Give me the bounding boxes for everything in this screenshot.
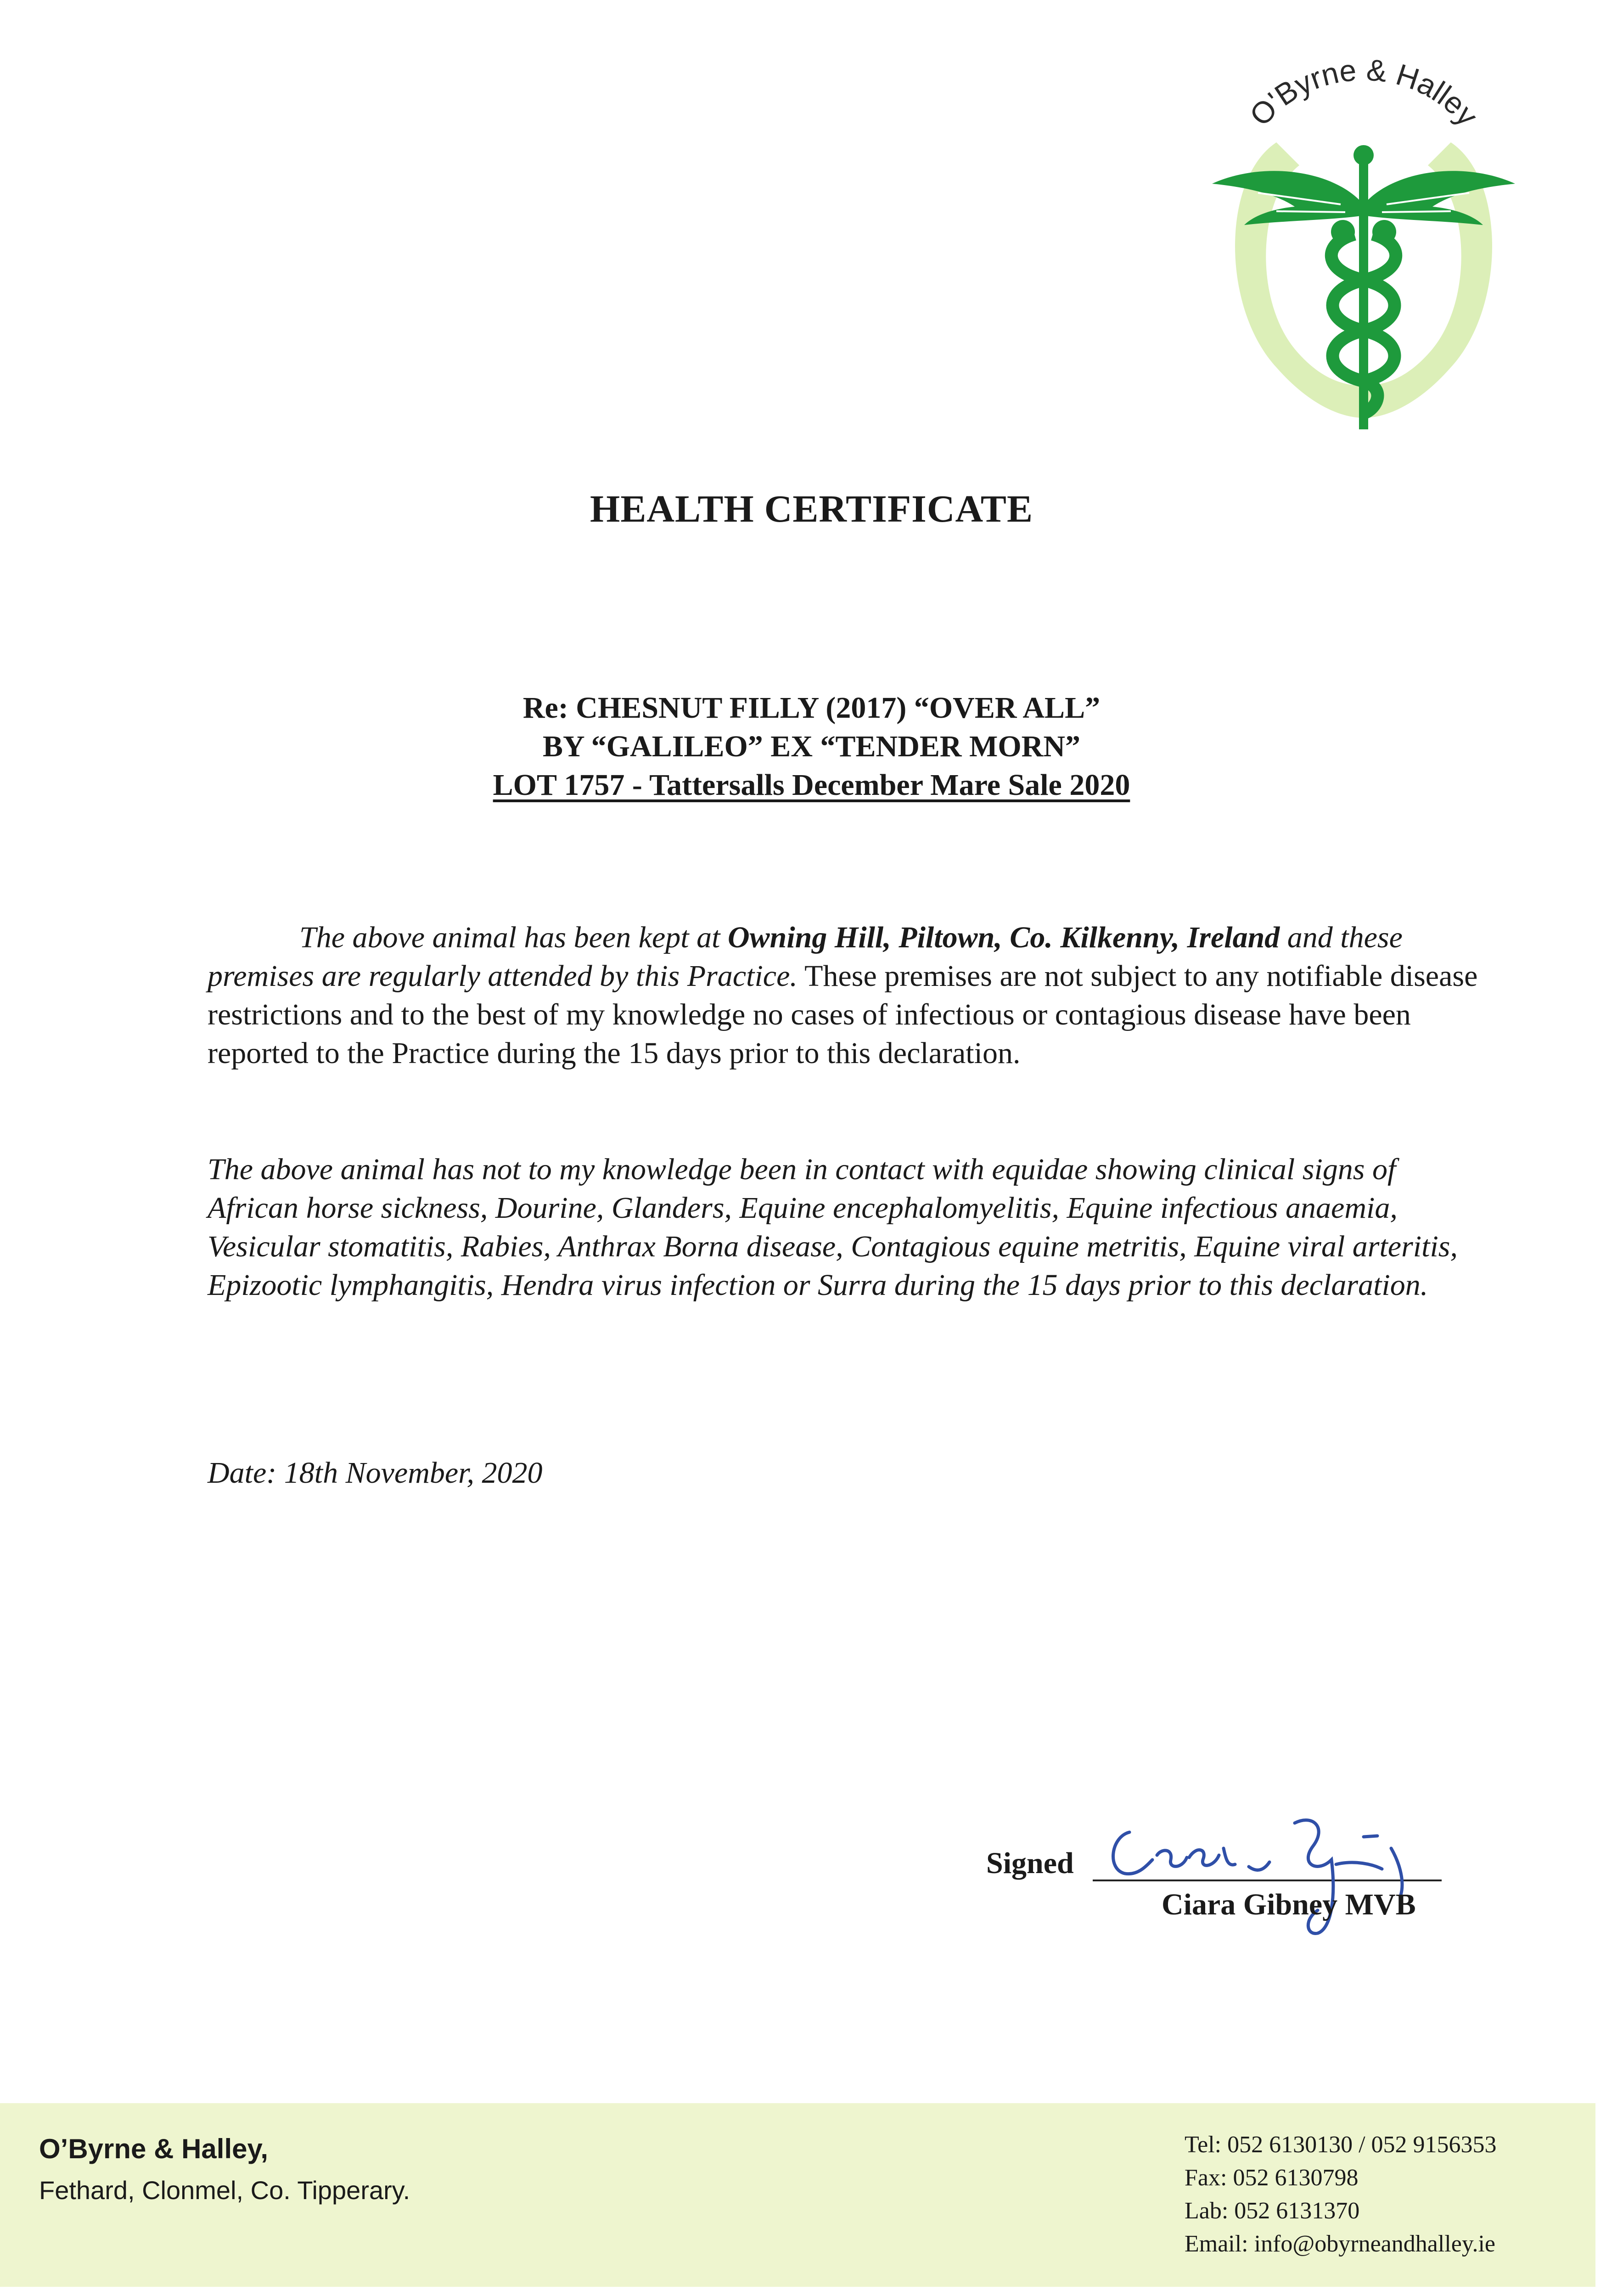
premises-intro: The above animal has been kept at bbox=[299, 921, 728, 954]
practice-address: Fethard, Clonmel, Co. Tipperary. bbox=[39, 2176, 410, 2205]
svg-text:O'Byrne & Halley bbox=[1243, 52, 1485, 132]
contact-paragraph: The above animal has not to my knowledge been in contact with equidae showing clinical signs of African horse sickness, Dourine, Glanders, Equine encephalomyelitis, Equine infectious anaemia, Vesicular stomatitis, Rabies, Anthrax Borna disease, Contagious equine metritis, Equine viral arteritis, Epizootic lymphangitis, Hendra virus infection or Surra during the 15 days prior to this declaration. bbox=[208, 1153, 1458, 1302]
letterhead-footer bbox=[0, 2103, 1595, 2287]
practice-name: O’Byrne & Halley, bbox=[39, 2133, 269, 2164]
signer-name: Ciara Gibney MVB bbox=[1162, 1888, 1416, 1921]
page-title: HEALTH CERTIFICATE bbox=[590, 488, 1033, 530]
logo-text: O'Byrne & Halley bbox=[1243, 52, 1485, 132]
subject-line-2: BY “GALILEO” EX “TENDER MORN” bbox=[542, 730, 1081, 763]
declaration-date: Date: 18th November, 2020 bbox=[208, 1456, 543, 1490]
premises-location: Owning Hill, Piltown, Co. Kilkenny, Ireland bbox=[727, 921, 1280, 954]
footer-contacts bbox=[1185, 2128, 1497, 2261]
caduceus-horseshoe-logo bbox=[1203, 51, 1524, 445]
signed-label: Signed bbox=[986, 1846, 1074, 1880]
contact-email: Email: info@obyrneandhalley.ie bbox=[1185, 2231, 1495, 2257]
contact-fax: Fax: 052 6130798 bbox=[1185, 2165, 1359, 2191]
subject-block bbox=[0, 689, 1623, 805]
footer-practice bbox=[39, 2128, 410, 2211]
contact-tel: Tel: 052 6130130 / 052 9156353 bbox=[1185, 2132, 1497, 2158]
lot-line: LOT 1757 - Tattersalls December Mare Sale 2020 bbox=[493, 768, 1130, 802]
contact-lab: Lab: 052 6131370 bbox=[1185, 2198, 1360, 2224]
premises-paragraph bbox=[208, 918, 1484, 1073]
premises-attended: and these premises are regularly attended by this Practice. bbox=[208, 921, 1403, 993]
premises-statement: These premises are not subject to any notifiable disease restrictions and to the best of my knowledge no cases of infectious or contagious disease have been reported to the Practice during the 15 days prior to this declaration. bbox=[208, 959, 1478, 1070]
subject-line-1: Re: CHESNUT FILLY (2017) “OVER ALL” bbox=[522, 691, 1101, 725]
